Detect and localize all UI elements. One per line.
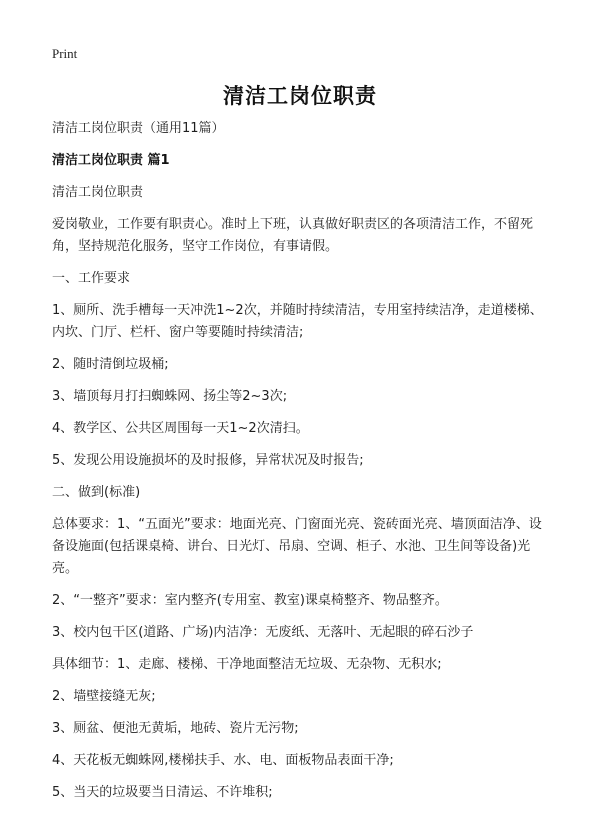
paragraph: 4、教学区、公共区周围每一天1~2次清扫。: [52, 421, 309, 436]
document-body: [52, 118, 552, 814]
paragraph: 2、随时清倒垃圾桶;: [52, 357, 169, 372]
paragraph: 3、校内包干区(道路、广场)内洁净：无废纸、无落叶、无起眼的碎石沙子: [52, 625, 474, 640]
paragraph: 5、当天的垃圾要当日清运、不许堆积;: [52, 785, 273, 800]
paragraph: 4、天花板无蜘蛛网,楼梯扶手、水、电、面板物品表面干净;: [52, 753, 394, 768]
paragraph: 3、厕盆、便池无黄垢，地砖、瓷片无污物;: [52, 721, 299, 736]
section-heading: 清洁工岗位职责 篇1: [52, 153, 170, 168]
paragraph: 清洁工岗位职责: [52, 185, 144, 200]
print-link[interactable]: Print: [52, 46, 78, 61]
document-title: 清洁工岗位职责: [223, 84, 377, 108]
paragraph: 二、做到(标准): [52, 485, 141, 500]
paragraph: 一、工作要求: [52, 271, 131, 286]
paragraph: 具体细节：1、走廊、楼梯、干净地面整洁无垃圾、无杂物、无积水;: [52, 657, 442, 672]
paragraph: 清洁工岗位职责（通用11篇）: [52, 121, 225, 136]
paragraph: 3、墙顶每月打扫蜘蛛网、扬尘等2~3次;: [52, 389, 288, 404]
paragraph: 1、厕所、洗手槽每一天冲洗1~2次，并随时持续清洁，专用室持续洁净，走道楼梯、内坎、门厅、栏杆、窗户等要随时持续清洁;: [52, 303, 543, 340]
paragraph: 总体要求：1、“五面光”要求：地面光亮、门窗面光亮、瓷砖面光亮、墙顶面洁净、设备设施面(包括课桌椅、讲台、日光灯、吊扇、空调、柜子、水池、卫生间等设备)光亮。: [52, 517, 542, 576]
paragraph: 2、“一整齐”要求：室内整齐(专用室、教室)课桌椅整齐、物品整齐。: [52, 593, 448, 608]
paragraph: 5、发现公用设施损坏的及时报修，异常状况及时报告;: [52, 453, 364, 468]
paragraph: 爱岗敬业，工作要有职责心。准时上下班，认真做好职责区的各项清洁工作，不留死角，坚持规范化服务，坚守工作岗位，有事请假。: [52, 217, 534, 254]
paragraph: 2、墙壁接缝无灰;: [52, 689, 156, 704]
